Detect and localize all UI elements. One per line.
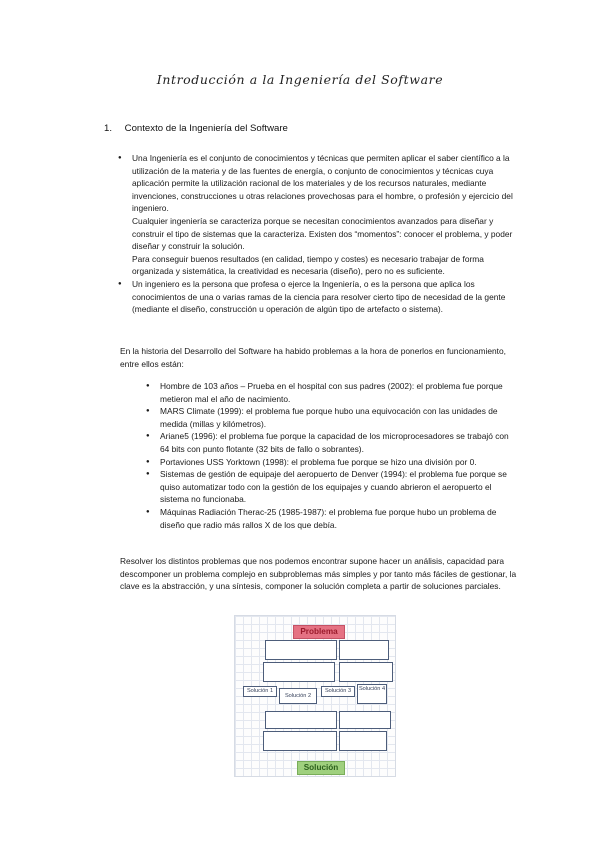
subproblem-box <box>339 640 389 660</box>
history-list <box>146 380 518 531</box>
paragraph: Para conseguir buenos resultados (en calidad, tiempo y costes) es necesario trabajar de forma organizada y sistemática, la creatividad es necesaria (diseño), pero no es suficiente. <box>132 253 484 277</box>
list-item: ● Ariane5 (1996): el problema fue porque la capacidad de los microprocesadores se trabajó con 64 bits con punto flotante (32 bits de fallo o sobrantes). <box>146 430 518 455</box>
section-title: Contexto de la Ingeniería del Software <box>124 123 288 134</box>
composition-box <box>339 731 387 751</box>
list-item: ● Máquinas Radiación Therac-25 (1985-1987): el problema fue porque hubo un problema de diseño que radio más rallos X de los que debía. <box>146 506 518 531</box>
list-item <box>118 152 518 278</box>
list-item: ● Sistemas de gestión de equipaje del aeropuerto de Denver (1994): el problema fue porque se quiso automatizar todo con la gestión de los equipajes y cuando abrieron el aeropuerto el sistema no funcionaba. <box>146 468 518 506</box>
partial-solution-3: Solución 3 <box>321 686 355 697</box>
list-item <box>118 278 518 316</box>
composition-box <box>265 711 337 729</box>
composition-box <box>263 731 337 751</box>
resolver-paragraph: Resolver los distintos problemas que nos podemos encontrar supone hacer un análisis, capacidad para descomponer un problema complejo en subproblemas más simples y por tanto más fáciles de gestionar, la clave es la abstracción, y una síntesis, componer la solución completa a partir de soluciones parciales. <box>120 556 517 592</box>
partial-solution-2: Solución 2 <box>279 688 317 704</box>
section-number: 1. <box>104 123 113 134</box>
paragraph: Cualquier ingeniería se caracteriza porque se necesitan conocimientos avanzados para diseñar y construir el tipo de sistemas que la caracteriza. Existen dos “momentos”: conocer el problema, y poder diseñar y construir la solución. <box>132 215 513 252</box>
history-intro: En la historia del Desarrollo del Software ha habido problemas a la hora de ponerlos en funcionamiento, entre ellos están: <box>120 346 506 369</box>
list-item: ● MARS Climate (1999): el problema fue porque hubo una equivocación con las unidades de medida (millas y kilómetros). <box>146 405 518 430</box>
composition-box <box>339 711 391 729</box>
problem-decomposition-figure <box>234 615 396 777</box>
subproblem-box <box>263 662 335 682</box>
problem-label: Problema <box>293 625 345 639</box>
section-heading <box>104 123 288 134</box>
document-title: Introducción a la Ingeniería del Software <box>156 72 444 87</box>
definitions-list <box>118 152 518 316</box>
paragraph: ● Una Ingeniería es el conjunto de conocimientos y técnicas que permiten aplicar el saber científico a la utilización de la materia y de las fuentes de energía, o conjunto de conocimientos y técnicas cuya aplicación permite la utilización racional de los materiales y de los recursos naturales, mediante invenciones, construcciones u otras relaciones provechosas para el hombre, o profesión y ejercicio del ingeniero. <box>132 153 513 214</box>
partial-solution-4: Solución 4 <box>357 684 387 704</box>
solution-label: Solución <box>297 761 345 775</box>
list-item: ● Portaviones USS Yorktown (1998): el problema fue porque se hizo una división por 0. <box>146 456 518 469</box>
paragraph: ● Un ingeniero es la persona que profesa o ejerce la Ingeniería, o es la persona que aplica los conocimientos de una o varias ramas de la ciencia para resolver cierto tipo de necesidad de la gente (mediante el diseño, construcción u operación de algún tipo de artefacto o sistema). <box>132 278 506 315</box>
subproblem-box <box>265 640 337 660</box>
subproblem-box <box>339 662 393 682</box>
list-item: ● Hombre de 103 años – Prueba en el hospital con sus padres (2002): el problema fue porque metieron mal el año de nacimiento. <box>146 380 518 405</box>
partial-solution-1: Solución 1 <box>243 686 277 697</box>
